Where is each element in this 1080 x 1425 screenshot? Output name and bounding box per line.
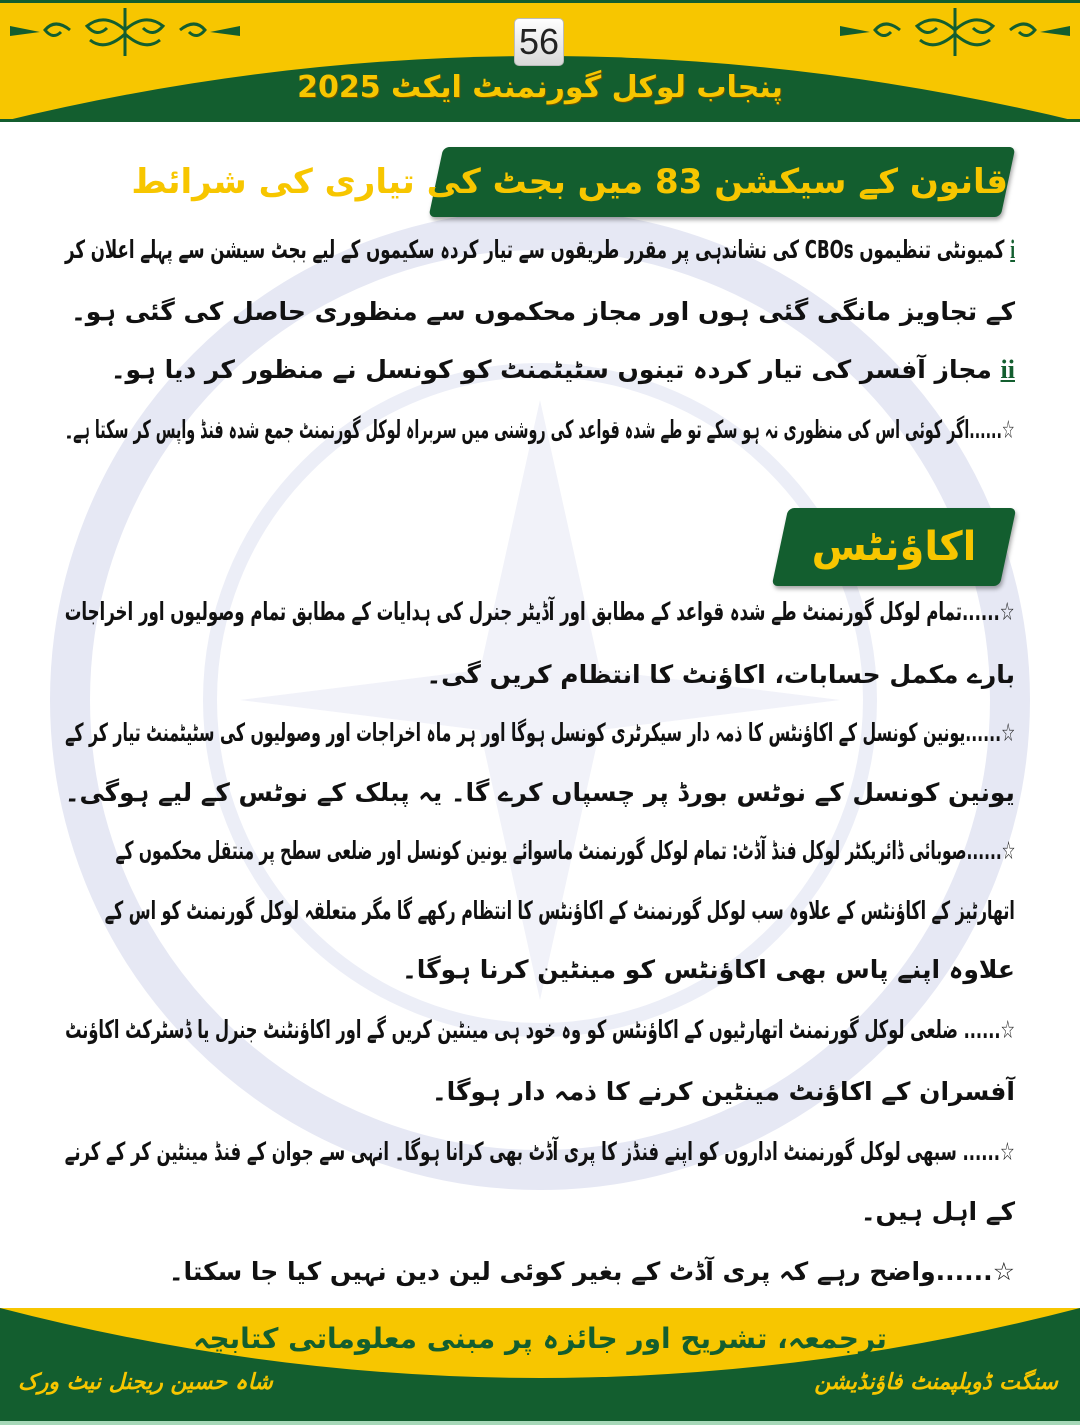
paragraph-line: کے تجاویز مانگی گئی ہوں اور مجاز محکموں سے منظوری حاصل کی گئی ہو۔	[71, 297, 1015, 326]
paragraph-line: i کمیونٹی تنظیموں CBOs کی نشاندہی پر مقرر طریقوں سے تیار کردہ سکیموں کے لیے بجٹ سیشن سے پہلے اعلان کر	[65, 235, 1015, 264]
paragraph-line: ii مجاز آفسر کی تیار کردہ تینوں سٹیٹمنٹ کو کونسل نے منظور کر دیا ہو۔	[110, 355, 1015, 384]
paragraph-line: ☆......واضح رہے کہ پری آڈٹ کے بغیر کوئی لین دین نہیں کیا جا سکتا۔	[168, 1257, 1015, 1286]
paragraph-line: ☆...... سبھی لوکل گورنمنٹ اداروں کو اپنے فنڈز کا پری آڈٹ بھی کرانا ہوگا۔ انہی سے جوان کے فنڈ مینٹین کر کے کرنے	[65, 1137, 1015, 1166]
paragraph-line: ☆......صوبائی ڈائریکٹر لوکل فنڈ آڈٹ: تمام لوکل گورنمنٹ ماسوائے یونین کونسل اور ضلعی سطح پر منتقل محکموں کے	[115, 836, 1015, 865]
ornament-right-icon	[840, 0, 1070, 60]
ornament-left-icon	[10, 0, 240, 60]
paragraph-line: علاوہ اپنے پاس بھی اکاؤنٹس کو مینٹین کرنا ہوگا۔	[402, 955, 1015, 984]
section-heading-accounts: اکاؤنٹس	[772, 508, 1017, 586]
paragraph-line: ☆......یونین کونسل کے اکاؤنٹس کا ذمہ دار سیکرٹری کونسل ہوگا اور ہر ماہ اخراجات اور وصولیوں کی سٹیٹمنٹ تیار کر کے	[65, 718, 1015, 747]
section-heading-budget: قانون کے سیکشن 83 میں بجٹ کی تیاری کی شرائط	[429, 147, 1016, 217]
paragraph-line: یونین کونسل کے نوٹس بورڈ پر چسپاں کرے گا۔ یہ پبلک کے نوٹس کے لیے ہوگی۔	[65, 778, 1015, 807]
paragraph-line: کے اہل ہیں۔	[860, 1197, 1015, 1226]
paragraph-line: آفسران کے اکاؤنٹ مینٹین کرنے کا ذمہ دار ہوگا۔	[431, 1077, 1015, 1106]
paragraph-line: بارے مکمل حسابات، اکاؤنٹ کا انتظام کریں گی۔	[426, 660, 1015, 689]
paragraph-line: اتھارٹیز کے اکاؤنٹس کے علاوہ سب لوکل گورنمنٹ کے اکاؤنٹس کا انتظام رکھے گا مگر متعلقہ لوکل گورنمنٹ کو اس کے	[105, 896, 1015, 925]
page-footer	[0, 1308, 1080, 1425]
paragraph-line: ☆......تمام لوکل گورنمنٹ طے شدہ قواعد کے مطابق اور آڈیٹر جنرل کی ہدایات کے مطابق تمام وصولیوں اور اخراجات	[65, 597, 1015, 626]
document-title: پنجاب لوکل گورنمنٹ ایکٹ 2025	[297, 70, 783, 105]
footer-foundation-name: سنگت ڈویلپمنٹ فاؤنڈیشن	[814, 1370, 1058, 1395]
paragraph-line: ☆...... ضلعی لوکل گورنمنٹ اتھارٹیوں کے اکاؤنٹس کو وہ خود ہی مینٹین کریں گے اور اکاؤنٹنٹ جنرل یا ڈسٹرکٹ اکاؤنٹ	[65, 1015, 1015, 1044]
page-header	[0, 0, 1080, 122]
footer-title: ترجمعہ، تشریح اور جائزہ پر مبنی معلوماتی کتابچہ	[193, 1322, 887, 1355]
page-number: 56	[514, 18, 564, 66]
footer-network-name: شاہ حسین ریجنل نیٹ ورک	[18, 1370, 273, 1395]
paragraph-line: ☆......اگر کوئی اس کی منظوری نہ ہو سکے تو طے شدہ قواعد کی روشنی میں سربراہ لوکل گورنمنٹ جمع شدہ فنڈ واپس کر سکتا ہے۔	[65, 415, 1015, 444]
